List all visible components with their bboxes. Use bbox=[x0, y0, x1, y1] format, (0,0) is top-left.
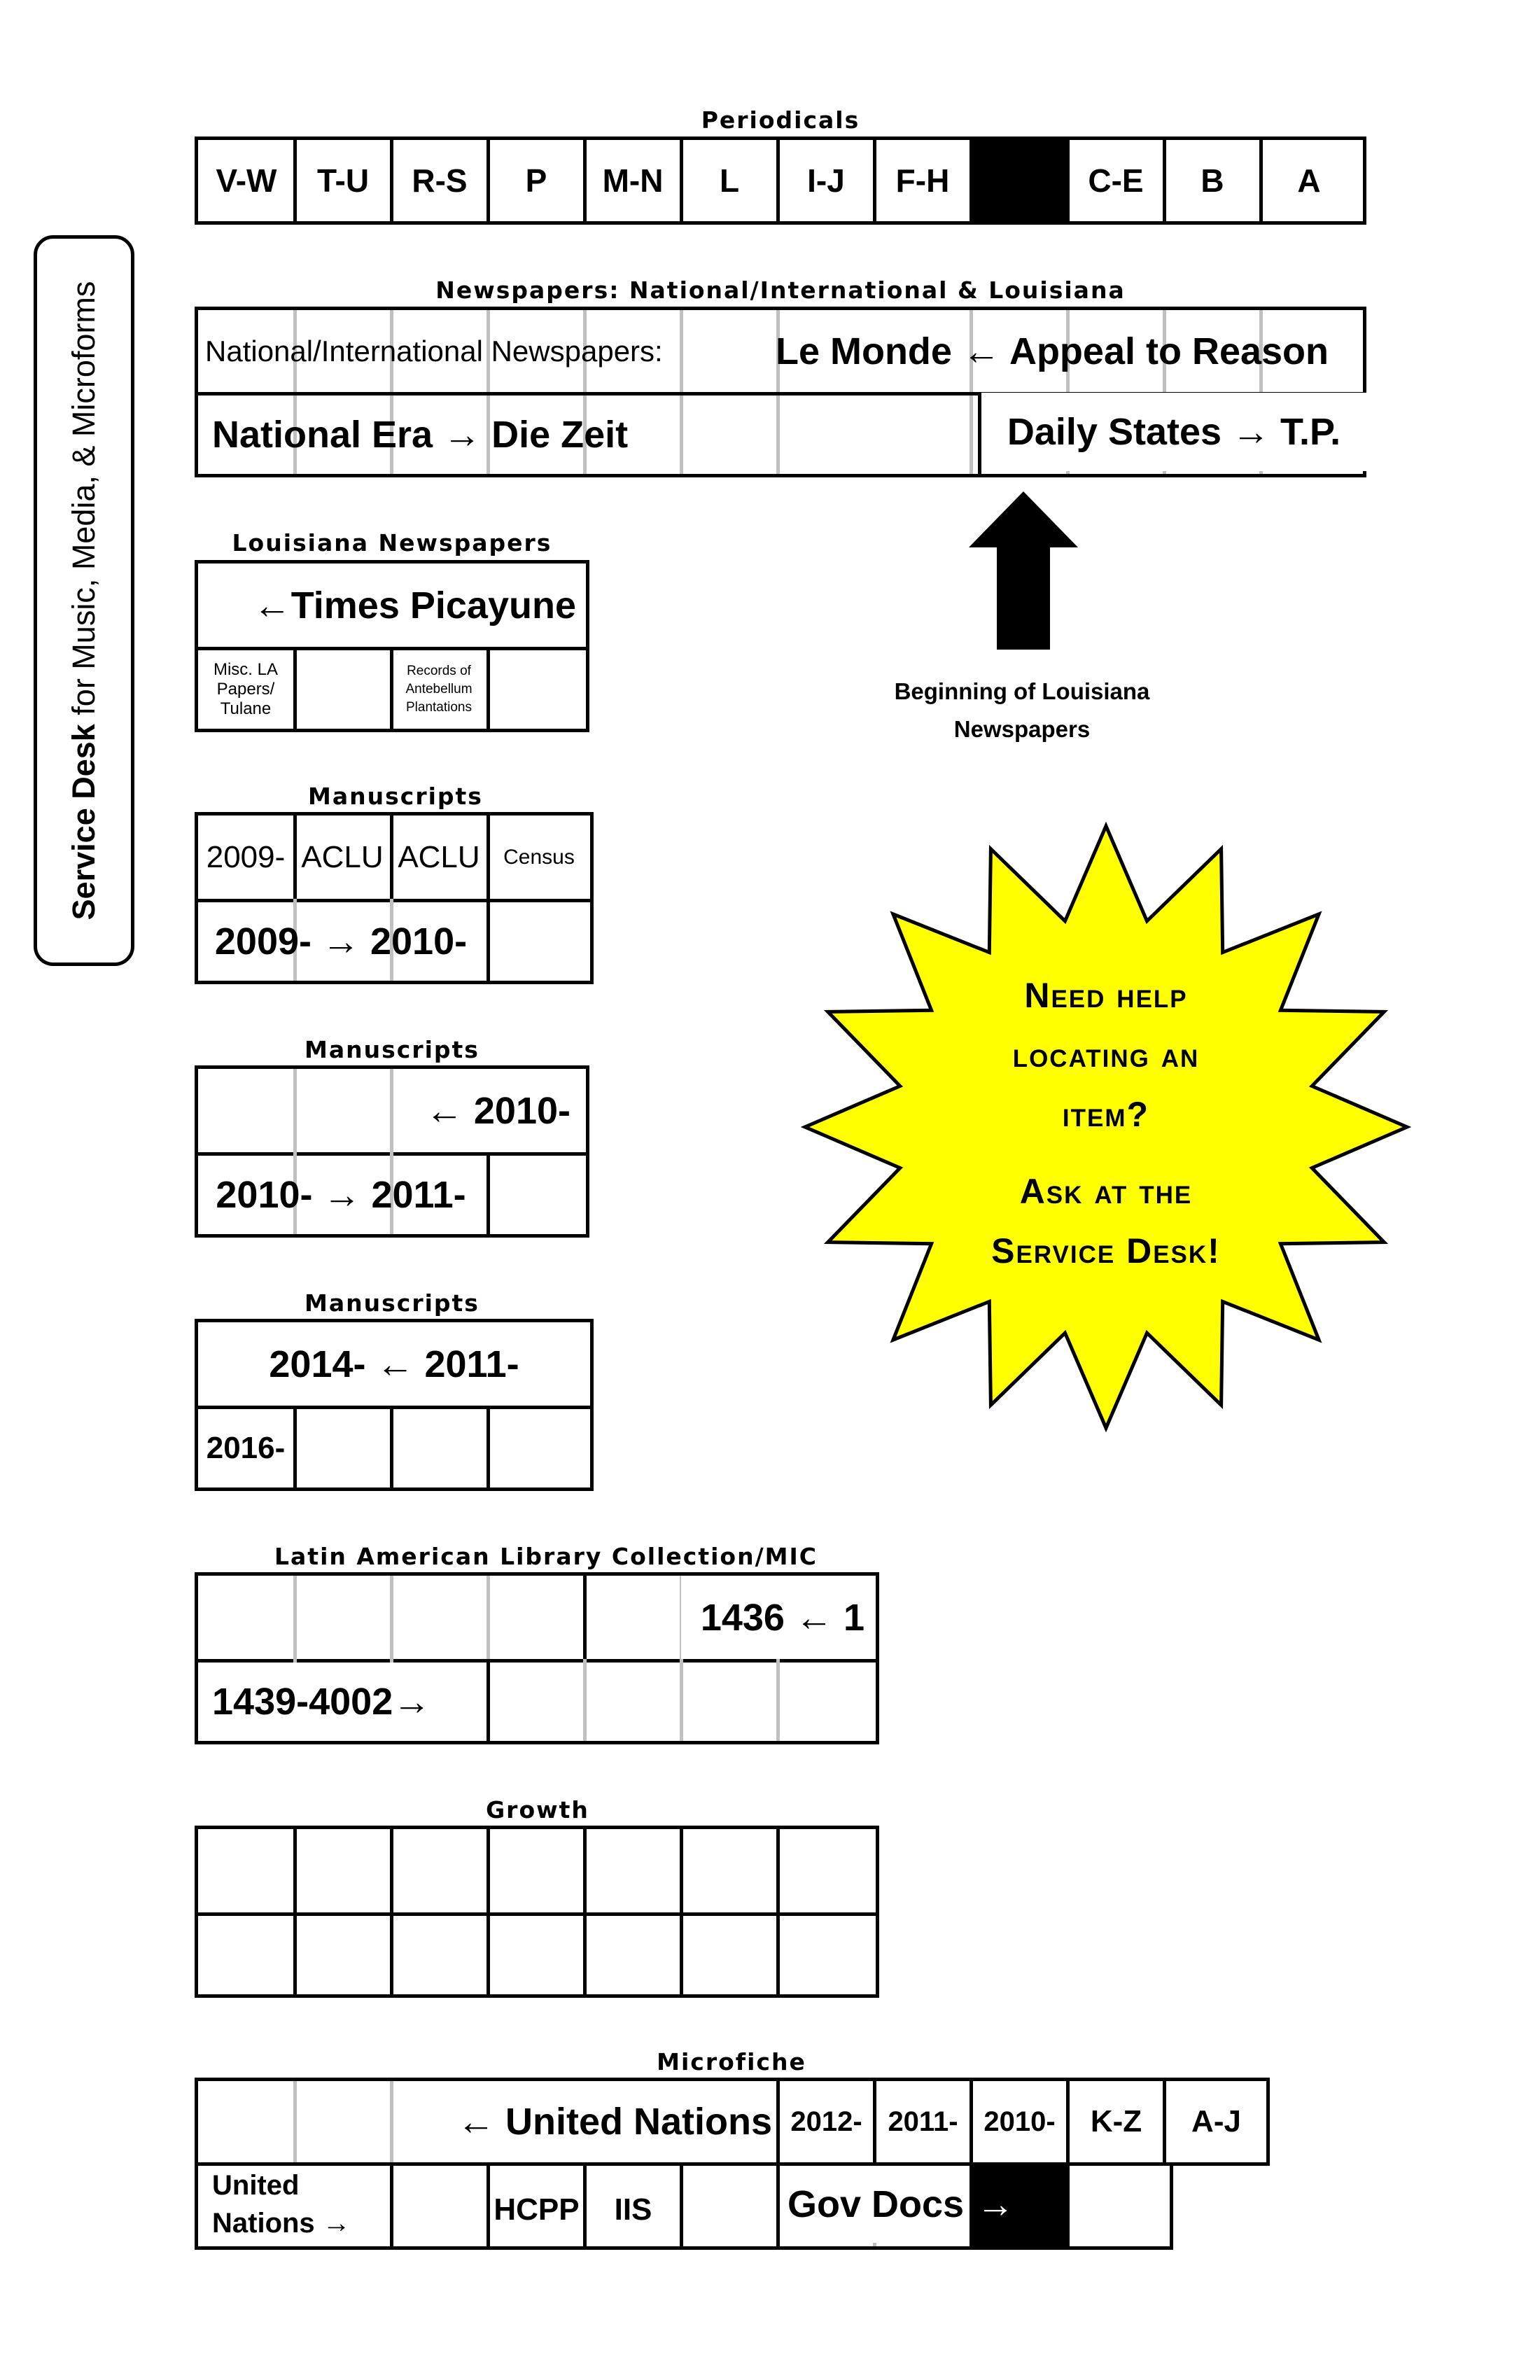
iis-cell: IIS bbox=[614, 2192, 652, 2227]
arrow-caption: Beginning of Louisiana Newspapers bbox=[894, 678, 1150, 742]
manuscripts-2-title: Manuscripts bbox=[304, 1036, 479, 1063]
periodicals-cell-2: R-S bbox=[412, 162, 468, 199]
periodicals-cell-11: A bbox=[1297, 162, 1321, 199]
manuscripts-1-cell-0: 2009- bbox=[206, 839, 286, 874]
manuscripts-3-shelf bbox=[195, 1319, 594, 1491]
manuscripts-2-top-range: ← 2010- bbox=[394, 1069, 570, 1152]
periodicals-cell-9: C-E bbox=[1088, 162, 1144, 199]
microfiche-title: Microfiche bbox=[657, 2048, 806, 2076]
microfiche-top-cell-4: A-J bbox=[1191, 2104, 1241, 2138]
manuscripts-1-cell-3: Census bbox=[503, 845, 575, 869]
growth-title: Growth bbox=[486, 1796, 589, 1823]
microfiche-bottom-row bbox=[195, 2162, 1173, 2250]
hcpp-cell: HCPP bbox=[493, 2192, 580, 2227]
service-desk-box bbox=[34, 235, 134, 966]
periodicals-cell-4: M-N bbox=[602, 162, 664, 199]
national-newspapers-label: National/International Newspapers: bbox=[205, 310, 737, 392]
manuscripts-1-cell-1: ACLU bbox=[301, 839, 384, 874]
periodicals-cell-0: V-W bbox=[216, 162, 277, 199]
manuscripts-1-cell-2: ACLU bbox=[398, 839, 480, 874]
help-line-2: locating an bbox=[1012, 1035, 1200, 1074]
help-line-4: Ask at the bbox=[1019, 1172, 1193, 1211]
misc-la-papers: Misc. LA Papers/ Tulane bbox=[213, 660, 278, 718]
latin-american-title: Latin American Library Collection/MIC bbox=[274, 1543, 818, 1570]
manuscripts-1-range: 2009- → 2010- bbox=[214, 920, 468, 962]
help-line-3: item? bbox=[1062, 1095, 1150, 1134]
manuscripts-1-title: Manuscripts bbox=[308, 783, 483, 810]
periodicals-cell-7: F-H bbox=[895, 162, 950, 199]
periodicals-shelf bbox=[195, 136, 1366, 225]
latin-american-bottom-range: 1439-4002→ bbox=[212, 1662, 485, 1741]
microfiche-top-cell-1: 2011- bbox=[888, 2106, 958, 2137]
growth-shelf bbox=[195, 1826, 879, 1998]
periodicals-cell-5: L bbox=[719, 162, 740, 199]
national-era-range: National Era → Die Zeit bbox=[212, 414, 629, 456]
louisiana-shelf bbox=[195, 560, 589, 732]
manuscripts-3-top-range: 2014- ← 2011- bbox=[269, 1343, 519, 1385]
antebellum-records: Records of Antebellum Plantations bbox=[405, 664, 472, 715]
help-line-1: Need help bbox=[1024, 976, 1188, 1015]
service-desk-bold: Service Desk bbox=[66, 724, 102, 920]
newspapers-title: Newspapers: National/International & Louisiana bbox=[435, 276, 1126, 304]
periodicals-cell-10: B bbox=[1200, 162, 1224, 199]
periodicals-cell-6: I-J bbox=[807, 162, 845, 199]
service-desk-label bbox=[66, 251, 102, 951]
help-message bbox=[931, 966, 1281, 1288]
times-picayune-range: ←Times Picayune bbox=[253, 584, 576, 626]
periodicals-cell-8 bbox=[971, 140, 1068, 221]
help-line-5: Service Desk! bbox=[991, 1231, 1221, 1270]
manuscripts-3-bottom-cell: 2016- bbox=[206, 1431, 286, 1465]
manuscripts-2-bottom-range: 2010- → 2011- bbox=[216, 1174, 466, 1216]
up-arrow-icon bbox=[967, 490, 1079, 652]
manuscripts-1-shelf bbox=[195, 812, 594, 984]
periodicals-cell-1: T-U bbox=[316, 162, 370, 199]
latin-american-shelf bbox=[195, 1572, 879, 1744]
manuscripts-2-shelf bbox=[195, 1065, 589, 1238]
manuscripts-3-title: Manuscripts bbox=[304, 1289, 479, 1317]
microfiche-top-cell-3: K-Z bbox=[1090, 2104, 1142, 2138]
newspapers-shelf bbox=[195, 307, 1366, 477]
service-desk-rest: for Music, Media, & Microforms bbox=[66, 281, 102, 724]
united-nations-bottom-2: Nations → bbox=[212, 2207, 351, 2239]
periodicals-title: Periodicals bbox=[701, 106, 860, 134]
microfiche-top-row bbox=[195, 2078, 1270, 2166]
latin-american-top-range: 1436 ← 1 bbox=[681, 1576, 864, 1659]
microfiche-top-cell-2: 2010- bbox=[983, 2106, 1056, 2137]
gov-docs-arrow: → bbox=[976, 2183, 1014, 2225]
united-nations-top-range: ← United Nations bbox=[394, 2081, 772, 2162]
le-monde-range: Le Monde ← Appeal to Reason bbox=[775, 330, 1329, 372]
gov-docs-label: Gov Docs bbox=[788, 2166, 969, 2243]
louisiana-title: Louisiana Newspapers bbox=[232, 529, 552, 556]
microfiche-top-cell-0: 2012- bbox=[790, 2106, 862, 2137]
daily-states-range: Daily States → T.P. bbox=[981, 393, 1366, 471]
periodicals-cell-3: P bbox=[525, 162, 547, 199]
united-nations-bottom-1: United bbox=[212, 2169, 300, 2201]
